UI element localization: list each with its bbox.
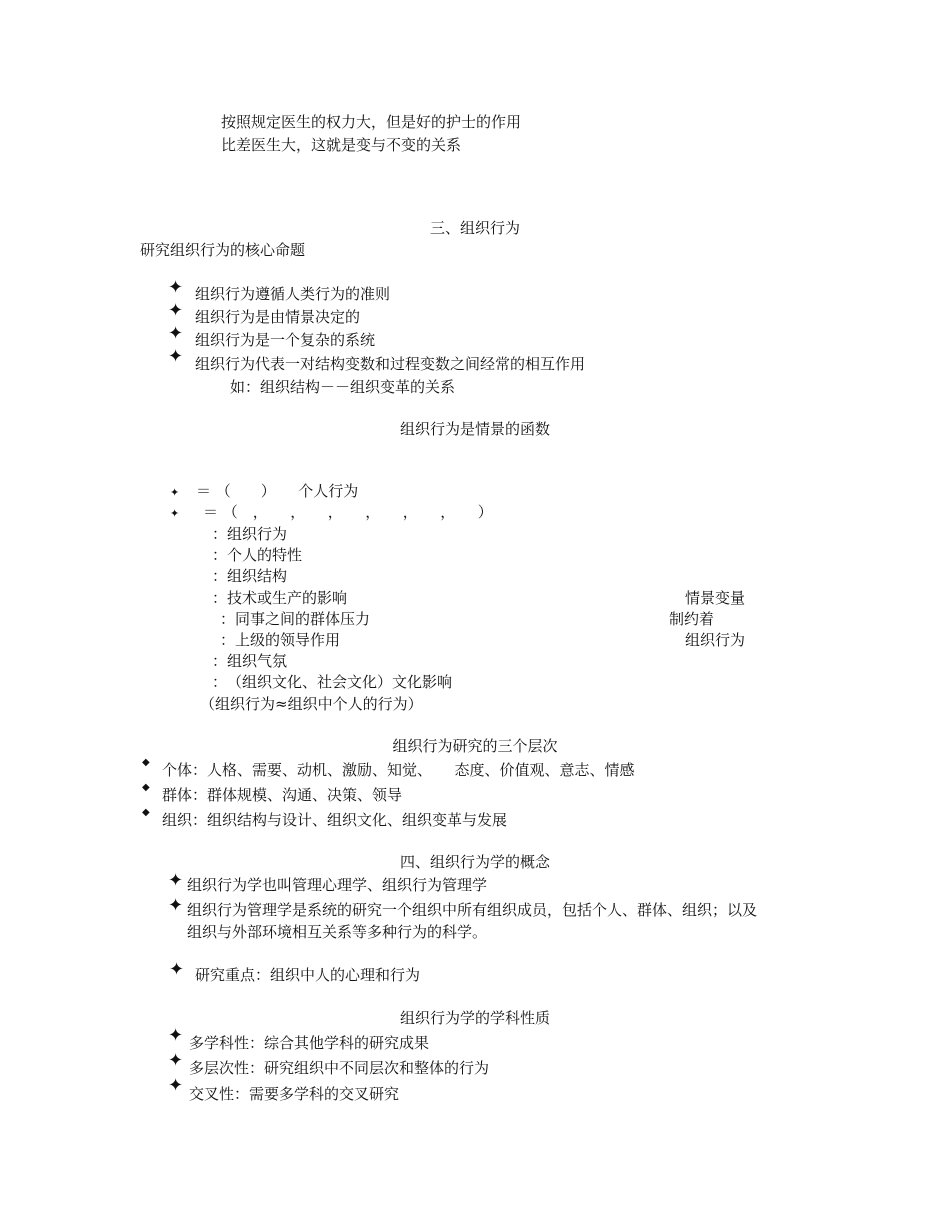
star-bullet-icon: ✦ <box>168 300 184 321</box>
var-3: ：组织结构 <box>212 567 288 585</box>
nature-item-1: 多学科性：综合其他学科的研究成果 <box>189 1034 430 1052</box>
star-bullet-icon: ✦ <box>170 507 180 520</box>
concept-item-1: 组织行为学也叫管理心理学、组织行为管理学 <box>187 876 488 894</box>
star-bullet-icon: ✦ <box>169 959 185 980</box>
star-bullet-icon: ✦ <box>168 895 184 916</box>
intro-line-2: 比差医生大，这就是变与不变的关系 <box>221 136 462 154</box>
level-item-1: 个体：人格、需要、动机、激励、知觉、 态度、价值观、意志、情感 <box>162 761 635 779</box>
core-item-3: 组织行为是一个复杂的系统 <box>195 331 376 349</box>
star-bullet-icon: ✦ <box>168 1050 184 1071</box>
research-focus: 研究重点：组织中人的心理和行为 <box>195 966 421 984</box>
level-item-2: 群体：群体规模、沟通、决策、领导 <box>162 786 403 804</box>
diamond-bullet-icon: ◆ <box>142 782 150 793</box>
core-example: 如：组织结构－－组织变革的关系 <box>230 378 456 396</box>
star-bullet-icon: ✦ <box>168 346 184 367</box>
section-3-subtitle: 研究组织行为的核心命题 <box>140 241 306 259</box>
star-bullet-icon: ✦ <box>168 870 184 891</box>
diamond-bullet-icon: ◆ <box>142 757 150 768</box>
var-1: ：组织行为 <box>212 525 288 543</box>
star-bullet-icon: ✦ <box>168 277 184 298</box>
var-2: ：个人的特性 <box>212 546 303 564</box>
var-5: ：同事之间的群体压力 <box>220 610 371 628</box>
concept-item-2-line-1: 组织行为管理学是系统的研究一个组织中所有组织成员，包括个人、群体、组织；以及 <box>187 901 758 919</box>
section-3-title: 三、组织行为 <box>429 219 520 237</box>
core-item-1: 组织行为遵循人类行为的准则 <box>195 285 391 303</box>
star-bullet-icon: ✦ <box>168 1075 184 1096</box>
core-item-2: 组织行为是由情景决定的 <box>195 308 361 326</box>
function-note: （组织行为≈组织中个人的行为） <box>200 695 423 713</box>
nature-title: 组织行为学的学科性质 <box>399 1009 550 1027</box>
formula-1: ＝ （ ） 个人行为 <box>196 482 359 500</box>
var-7: ：组织气氛 <box>212 652 288 670</box>
section-4-title: 四、组织行为学的概念 <box>399 853 550 871</box>
var-4: ：技术或生产的影响 <box>212 589 348 607</box>
nature-item-2: 多层次性：研究组织中不同层次和整体的行为 <box>189 1059 490 1077</box>
side-label-1: 情景变量 <box>685 589 746 607</box>
star-bullet-icon: ✦ <box>168 1025 184 1046</box>
var-6: ：上级的领导作用 <box>220 631 341 649</box>
function-title: 组织行为是情景的函数 <box>399 420 550 438</box>
side-label-2: 制约着 <box>669 610 715 628</box>
nature-item-3: 交叉性：需要多学科的交叉研究 <box>189 1085 400 1103</box>
formula-2: ＝ （ ， ， ， ， ， ， ） <box>203 503 493 521</box>
var-8: ： （组织文化、社会文化）文化影响 <box>212 673 453 691</box>
core-item-4: 组织行为代表一对结构变数和过程变数之间经常的相互作用 <box>195 355 586 373</box>
side-label-3: 组织行为 <box>685 631 746 649</box>
levels-title: 组织行为研究的三个层次 <box>392 737 558 755</box>
star-bullet-icon: ✦ <box>170 486 180 499</box>
diamond-bullet-icon: ◆ <box>142 807 150 818</box>
star-bullet-icon: ✦ <box>168 323 184 344</box>
level-item-3: 组织：组织结构与设计、组织文化、组织变革与发展 <box>162 811 508 829</box>
concept-item-2-line-2: 组织与外部环境相互关系等多种行为的科学。 <box>187 923 488 941</box>
intro-line-1: 按照规定医生的权力大，但是好的护士的作用 <box>221 113 522 131</box>
